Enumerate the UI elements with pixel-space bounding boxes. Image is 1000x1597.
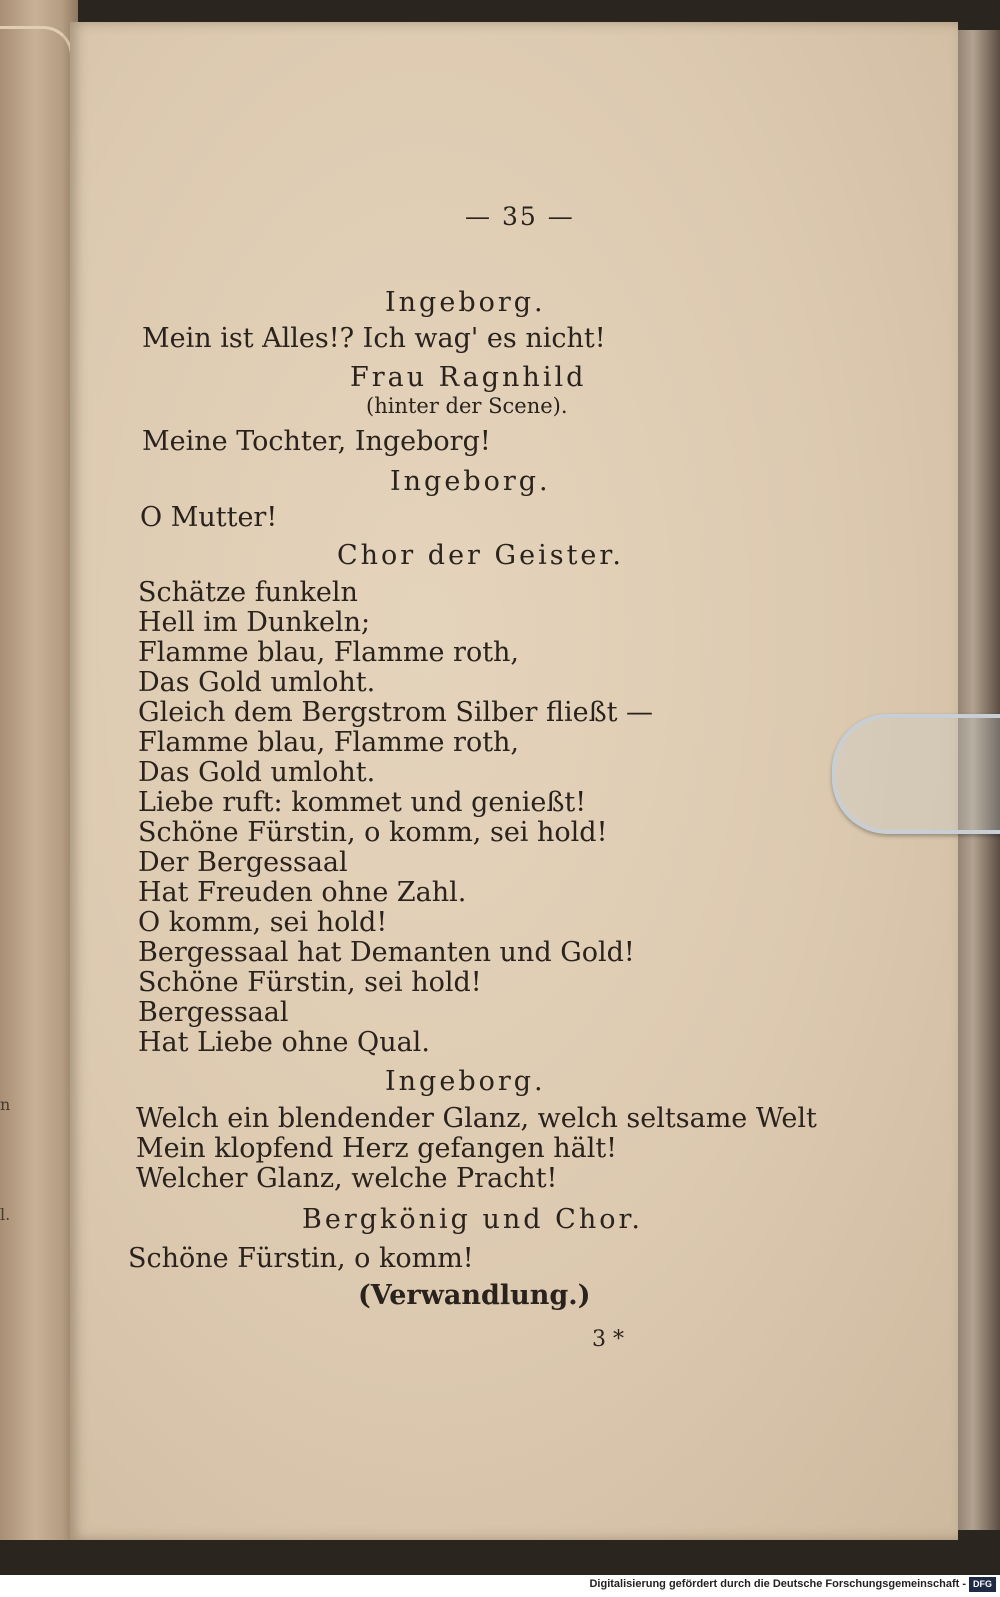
footer-bar [0, 1575, 1000, 1597]
verse-line: Meine Tochter, Ingeborg! [142, 426, 491, 457]
verse-line: Flamme blau, Flamme roth, [138, 637, 520, 668]
verse-line: Liebe ruft: kommet und genießt! [138, 787, 587, 818]
margin-mark: n [0, 1095, 11, 1114]
facing-page-edge [0, 0, 78, 1540]
verse-line: Schöne Fürstin, o komm! [128, 1243, 474, 1274]
speaker-heading: Ingeborg. [390, 466, 551, 497]
verse-line: Hell im Dunkeln; [138, 607, 371, 638]
verse-line: Mein ist Alles!? Ich wag' es nicht! [142, 323, 606, 354]
paper-clip [832, 714, 1000, 834]
verse-line: Gleich dem Bergstrom Silber fließt — [138, 697, 654, 728]
verse-line: Welch ein blendender Glanz, welch seltsame Welt [136, 1103, 817, 1134]
speaker-heading: Ingeborg. [385, 287, 546, 318]
book-page [70, 22, 958, 1540]
speaker-heading: Frau Ragnhild [350, 362, 587, 393]
verse-line: Das Gold umloht. [138, 757, 376, 788]
verse-line: Der Bergessaal [138, 847, 348, 878]
page-number: — 35 — [465, 202, 575, 231]
margin-mark: l. [0, 1205, 11, 1224]
verse-line: Hat Freuden ohne Zahl. [138, 877, 467, 908]
verse-line: Bergessaal hat Demanten und Gold! [138, 937, 635, 968]
page-curl [0, 26, 73, 99]
verse-line: O komm, sei hold! [138, 907, 388, 938]
verse-line: Schöne Fürstin, o komm, sei hold! [138, 817, 608, 848]
verse-line: Welcher Glanz, welche Pracht! [136, 1163, 558, 1194]
stage-transformation: (Verwandlung.) [358, 1280, 591, 1311]
verse-line: Mein klopfend Herz gefangen hält! [136, 1133, 618, 1164]
verse-line: O Mutter! [140, 502, 278, 533]
speaker-heading: Ingeborg. [385, 1066, 546, 1097]
verse-line: Hat Liebe ohne Qual. [138, 1027, 430, 1058]
verse-line: Schätze funkeln [138, 577, 358, 608]
signature-mark: 3 * [592, 1327, 624, 1352]
verse-line: Schöne Fürstin, sei hold! [138, 967, 482, 998]
speaker-heading: Chor der Geister. [337, 540, 624, 571]
speaker-heading: Bergkönig und Chor. [302, 1204, 643, 1235]
stage-direction: (hinter der Scene). [366, 394, 568, 418]
verse-line: Flamme blau, Flamme roth, [138, 727, 520, 758]
dfg-logo-icon: DFG [969, 1577, 996, 1592]
scan-background [0, 1540, 1000, 1575]
verse-line: Das Gold umloht. [138, 667, 376, 698]
funding-credit: Digitalisierung gefördert durch die Deutsche Forschungsgemeinschaft - [589, 1578, 966, 1590]
verse-line: Bergessaal [138, 997, 289, 1028]
